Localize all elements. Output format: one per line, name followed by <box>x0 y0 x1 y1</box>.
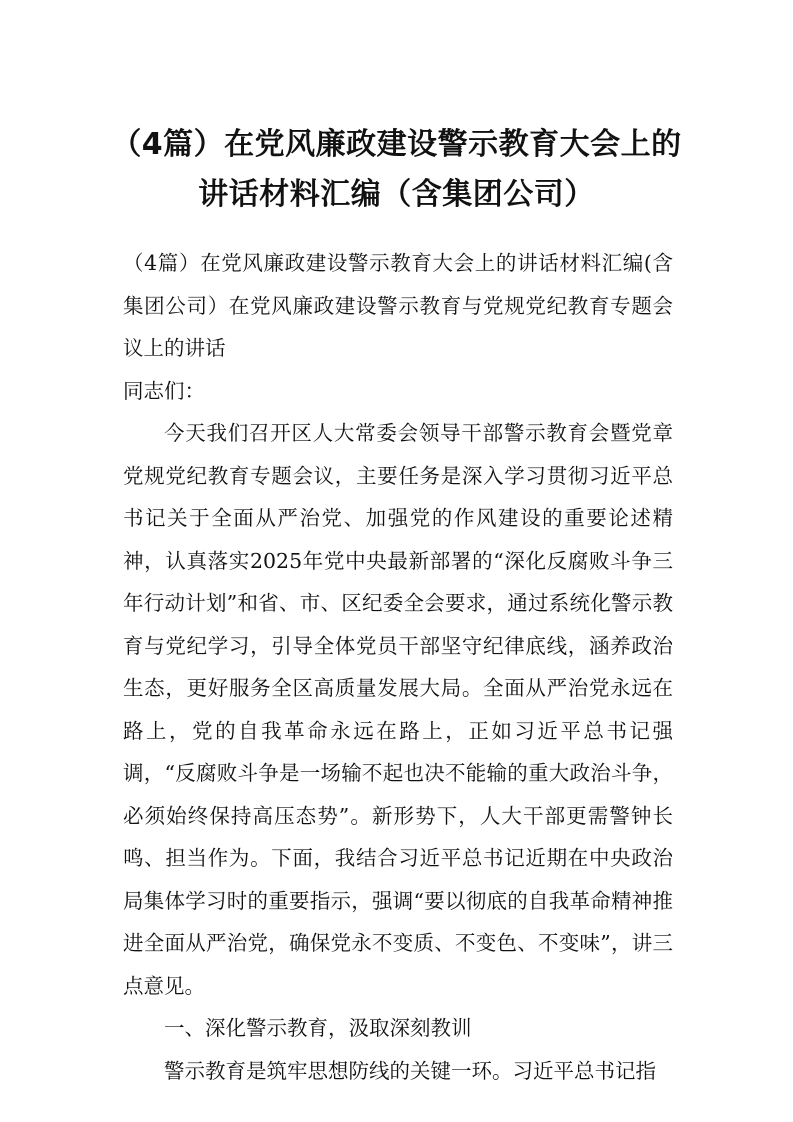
section-paragraph: 警示教育是筑牢思想防线的关键一环。习近平总书记指 <box>164 1058 656 1083</box>
document-title: （4篇）在党风廉政建设警示教育大会上的讲话材料汇编（含集团公司） <box>111 127 682 212</box>
document-body <box>123 242 673 1092</box>
body-paragraph: 今天我们召开区人大常委会领导干部警示教育会暨党章党规党纪教育专题会议，主要任务是深入学习贯彻习近平总书记关于全面从严治党、加强党的作风建设的重要论述精神，认真落实2025年党中央最新部署的“深化反腐败斗争三年行动计划”和省、市、区纪委全会要求，通过系统化警示教育与党纪学习，引导全体党员干部坚守纪律底线，涵养政治生态，更好服务全区高质量发展大局。全面从严治党永远在路上，党的自我革命永远在路上，正如习近平总书记强调，“反腐败斗争是一场输不起也决不能输的重大政治斗争，必须始终保持高压态势”。新形势下，人大干部更需警钟长鸣、担当作为。下面，我结合习近平总书记近期在中央政治局集体学习时的重要指示，强调“要以彻底的自我革命精神推进全面从严治党，确保党永不变质、不变色、不变味”，讲三点意见。 <box>123 421 673 998</box>
salutation: 同志们： <box>123 378 205 403</box>
document-subtitle: （4篇）在党风廉政建设警示教育大会上的讲话材料汇编(含集团公司）在党风廉政建设警示教育与党规党纪教育专题会议上的讲话 <box>123 251 673 360</box>
section-heading: 一、深化警示教育，汲取深刻教训 <box>164 1016 472 1040</box>
